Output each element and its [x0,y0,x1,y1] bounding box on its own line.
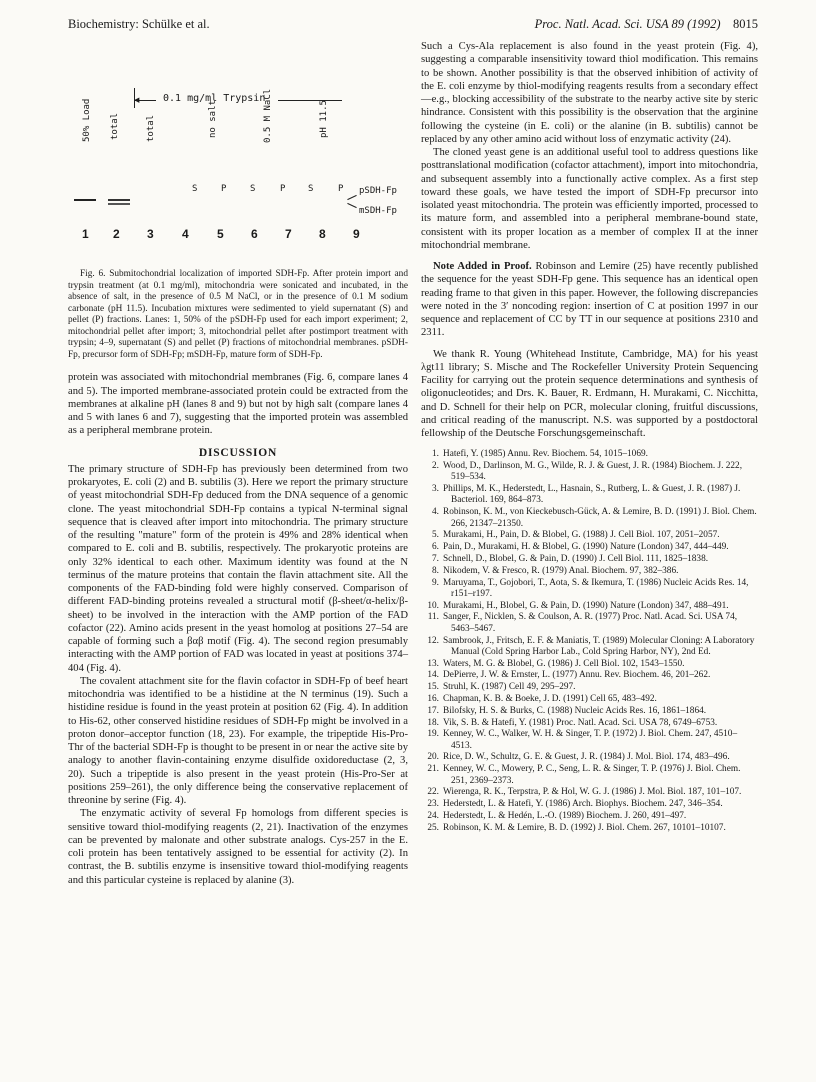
reference-text: Robinson, K. M. & Lemire, B. D. (1992) J. Biol. Chem. 267, 10101–10107. [443,822,726,833]
bracket-right-line [278,100,342,101]
reference-text: Schnell, D., Blobel, G. & Pain, D. (1990) J. Cell Biol. 111, 1825–1838. [443,553,709,564]
running-header-left: Biochemistry: Schülke et al. [68,17,210,31]
fraction-label-7: P [280,184,286,194]
reference-number: 2. [432,461,439,472]
fraction-label-6: S [250,184,256,194]
reference-item [421,554,758,565]
reference-number: 7. [432,553,439,564]
reference-text: Murakami, H., Pain, D. & Blobel, G. (1988) J. Cell Biol. 107, 2051–2057. [443,530,720,541]
acknowledgment: We thank R. Young (Whitehead Institute, Cambridge, MA) for his yeast λgt11 library; S. Mische and The Rockefeller University Protein Sequencing Facility for carrying out the protein sequence determinations and synthesis of oligonucleotides; and Drs. K. Bauer, R. Erdmann, H. Murakami, C. Nicchitta, and D. Schnell for their help on PCR, molecular cloning, fruitful discussions, and critical reading of the manuscript. N.S. was supported by a postdoctoral fellowship of the Deutsche Forschungsgemeinschaft. [421,348,758,439]
fraction-label-4: S [192,184,198,194]
reference-item [421,752,758,763]
reference-item [421,706,758,717]
reference-text: Wood, D., Darlinson, M. G., Wilde, R. J. & Guest, J. R. (1984) Biochem. J. 222, 519–534. [443,461,743,483]
fraction-label-5: P [221,184,227,194]
reference-item [421,461,758,484]
reference-number: 19. [427,729,439,740]
fraction-label-8: S [308,184,314,194]
reference-number: 15. [427,682,439,693]
reference-number: 25. [427,822,439,833]
trypsin-label: 0.1 mg/ml Trypsin [163,93,266,104]
reference-number: 6. [432,542,439,553]
reference-item [421,659,758,670]
band-pointer-mature [347,203,356,208]
figure-6-gel [68,80,413,280]
reference-number: 12. [427,635,439,646]
reference-number: 13. [427,658,439,669]
lane-header-load: 50% Load [82,98,92,142]
reference-text: Wierenga, R. K., Terpstra, P. & Hol, W. G. J. (1986) J. Mol. Biol. 187, 101–107. [443,787,742,798]
reference-item [421,718,758,729]
figure-caption [68,269,408,361]
reference-text: Struhl, K. (1987) Cell 49, 295–297. [443,682,576,693]
references-list [421,449,758,834]
reference-text: Chapman, K. B. & Boeke, J. D. (1991) Cell 65, 483–492. [443,693,657,704]
page-number: 8015 [733,17,758,31]
reference-item [421,601,758,612]
reference-text: DePierre, J. W. & Ernster, L. (1977) Annu. Rev. Biochem. 46, 201–262. [443,670,711,681]
lane-number-8: 8 [319,227,326,241]
reference-number: 24. [427,810,439,821]
lane-number-5: 5 [217,227,224,241]
lane-header-total-2: total [146,114,156,142]
reference-text: Hederstedt, L. & Hatefi, Y. (1986) Arch. Biophys. Biochem. 247, 346–354. [443,799,723,810]
reference-text: Hederstedt, L. & Hedén, L.-O. (1989) Biochem. J. 260, 491–497. [443,810,687,821]
reference-item [421,787,758,798]
lane-number-2: 2 [113,227,120,241]
reference-text: Kenney, W. C., Mowery, P. C., Seng, L. R. & Singer, T. P. (1976) J. Biol. Chem. 251, 2369–2373. [443,764,741,786]
reference-item [421,682,758,693]
reference-item [421,811,758,822]
reference-item [421,823,758,834]
lane-number-6: 6 [251,227,258,241]
reference-number: 5. [432,530,439,541]
reference-text: Bilofsky, H. S. & Burks, C. (1988) Nucleic Acids Res. 16, 1861–1864. [443,705,707,716]
reference-item [421,764,758,787]
note-label: Note Added in Proof. [433,261,532,272]
reference-number: 4. [432,507,439,518]
reference-number: 17. [427,705,439,716]
reference-number: 10. [427,600,439,611]
fraction-label-9: P [338,184,344,194]
reference-text: Maruyama, T., Gojobori, T., Aota, S. & Ikemura, T. (1986) Nucleic Acids Res. 14, r151–r197. [443,577,749,599]
discussion-paragraph-3: The enzymatic activity of several Fp homologs from different species is sensitive toward thiol-modifying reagents (2, 21). Inactivation of the enzymes can be prevented by malonate and other substrate analogs. Cys-257 in the E. coli protein has been tentatively assigned to be essential for activity (2). In contrast, the B. subtilis enzyme is insensitive toward thiol-modifying reagents and this particular cysteine is replaced by alanine (3). [68,808,408,886]
right-column [421,40,758,835]
reference-text: Murakami, H., Blobel, G. & Pain, D. (1990) Nature (London) 347, 488–491. [443,600,729,611]
band-lane-2-mature [108,203,130,205]
reference-number: 14. [427,670,439,681]
reference-item [421,530,758,541]
reference-item [421,729,758,752]
running-header-right [535,17,758,32]
reference-item [421,670,758,681]
lane-number-1: 1 [82,227,89,241]
lane-number-3: 3 [147,227,154,241]
band-lane-1 [74,199,96,201]
paragraph-continued: protein was associated with mitochondrial membranes (Fig. 6, compare lanes 4 and 5). The imported membrane-associated protein could be extracted from the membranes at alkaline pH (lanes 8 and 9) but not by high salt (compare lanes 4 and 5 with lanes 6 and 7), suggesting that the imported protein was assembled as a peripheral membrane protein. [68,372,408,437]
reference-item [421,542,758,553]
reference-text: Pain, D., Murakami, H. & Blobel, G. (1990) Nature (London) 347, 444–449. [443,542,729,553]
reference-number: 8. [432,565,439,576]
reference-text: Robinson, K. M., von Kieckebusch-Gück, A. & Lemire, B. D. (1991) J. Biol. Chem. 266, 21347–21350. [443,507,757,529]
reference-item [421,694,758,705]
reference-number: 20. [427,752,439,763]
bracket-arrow-left: ◀ [134,96,140,104]
lane-number-9: 9 [353,227,360,241]
reference-text: Vik, S. B. & Hatefi, Y. (1981) Proc. Natl. Acad. Sci. USA 78, 6749–6753. [443,717,718,728]
reference-text: Nikodem, V. & Fresco, R. (1979) Anal. Biochem. 97, 382–386. [443,565,679,576]
caption-label: Fig. 6. [80,269,106,279]
band-label-mature: mSDH-Fp [359,206,397,216]
reference-number: 21. [427,764,439,775]
reference-number: 16. [427,693,439,704]
reference-item [421,799,758,810]
reference-number: 23. [427,799,439,810]
reference-item [421,484,758,507]
reference-number: 3. [432,484,439,495]
reference-number: 18. [427,717,439,728]
discussion-paragraph-1: The primary structure of SDH-Fp has previously been determined from two prokaryotes, E. coli (2) and B. subtilis (3). Here we report the primary structure of yeast mitochondrial SDH-Fp deduced from the DNA sequence of a genomic clone. The yeast mitochondrial SDH-Fp contains a typical N-terminal signal sequence that is cleaved after import into mitochondria. The primary structure of the resulting "mature" form of the protein is 49% and 28% identical when compared to E. coli and B. subtilis, respectively. The prokaryotic proteins are only 32% identical to each other. Maximum identity was found at the N terminus of the mature proteins that contain the flavin attachment site. All the components of the FAD-binding fold were highly conserved. Comparison of different FAD-binding proteins revealed a structural motif (β-sheet/α-helix/β-sheet) to be involved in the interaction with the AMP portion of the FAD cofactor (22). Amino acids present in the yeast homolog at positions 27–54 are capable of forming such a βαβ motif (Fig. 4). The second region presumably interacting with the AMP portion of FAD was located in yeast at positions 374–404 (Fig. 4). [68,463,408,674]
right-paragraph-1: Such a Cys-Ala replacement is also found in the yeast protein (Fig. 4), suggesting a comparable insensitivity toward thiol modification. This remains to be shown. Another possibility is that the observed inhibition of activity of the E. coli enzyme by thiol-modifying reagents results from a secondary effect—e.g., blocking accessibility of the substrate to the nearby active site by steric hindrance. Consistent with this possibility is the observation that the arginine following the cysteine (in E. coli) or the alanine (in B. subtilis) cannot be replaced by any other amino acid without loss of enzymatic activity (24). [421,41,758,145]
reference-text: Rice, D. W., Schultz, G. E. & Guest, J. R. (1984) J. Mol. Biol. 174, 483–496. [443,752,730,763]
lane-header-total-1: total [110,112,120,140]
lane-header-nacl: 0.5 M NaCl [263,88,273,143]
reference-item [421,566,758,577]
reference-item [421,578,758,601]
reference-item [421,449,758,460]
note-text: Robinson and Lemire (25) have recently published the sequence for the yeast SDH-Fp gene. This sequence has an identical open reading frame to that given in this paper. However, the following discrepancies were noted in the 3′ noncoding region: insertion of C at position 1997 in our sequence and replacement of CC by TT in our sequence at positions 2310 and 2311. [421,261,758,339]
reference-text: Kenney, W. C., Walker, W. H. & Singer, T. P. (1972) J. Biol. Chem. 247, 4510–4513. [443,729,738,751]
reference-text: Hatefi, Y. (1985) Annu. Rev. Biochem. 54, 1015–1069. [443,449,648,460]
discussion-paragraph-2: The covalent attachment site for the flavin cofactor in SDH-Fp of beef heart mitochondria was identified to be a histidine at the N terminus (19). Such a histidine residue is found in the yeast protein at position 62 (Fig. 4). In addition to His-62, other conserved histidine residues of SDH-Fp might be involved in a proton donor–acceptor function (18, 23). For example, the tripeptide His-Pro-Thr of the bacterial SDH-Fp is thought to be present in or near the active site by analogy to another flavin-containing enzyme disulfide oxidoreductase (2, 3, 20). Such a tripeptide is also present in the yeast protein (His-Pro-Ser at positions 259–261), the only difference being the conservative replacement of threonine by serine (Fig. 4). [68,675,408,807]
reference-number: 22. [427,787,439,798]
band-label-precursor: pSDH-Fp [359,186,397,196]
reference-number: 11. [427,612,439,623]
reference-text: Waters, M. G. & Blobel, G. (1986) J. Cell Biol. 102, 1543–1550. [443,658,685,669]
reference-text: Sambrook, J., Fritsch, E. F. & Maniatis, T. (1989) Molecular Cloning: A Laboratory Manual (Cold Spring Harbor Lab., Cold Spring Harbor, NY), 2nd Ed. [443,635,755,657]
reference-item [421,612,758,635]
lane-number-7: 7 [285,227,292,241]
reference-item [421,636,758,659]
lane-number-4: 4 [182,227,189,241]
band-lane-2-precursor [108,199,130,201]
reference-item [421,507,758,530]
left-column [68,269,408,887]
right-paragraph-2: The cloned yeast gene is an additional useful tool to address questions like posttranslational modification (cofactor attachment), import into mitochondria, and subsequent assembly into a functionally active complex. As a first step toward these goals, we have tested the import of SDH-Fp precursor into isolated yeast mitochondria. The protein was efficiently imported, processed to its mature form, and assembled into a peripheral membrane-bound state, consistent with its proper location as a member of complex II at the inner mitochondrial membrane. [421,147,758,251]
band-pointer-precursor [347,195,356,200]
reference-number: 9. [432,577,439,588]
lane-header-no-salt: no salt [208,100,218,138]
note-added-in-proof [421,260,758,340]
lane-header-ph: pH 11.5 [319,100,329,138]
reference-number: 1. [432,449,439,460]
reference-text: Sanger, F., Nicklen, S. & Coulson, A. R. (1977) Proc. Natl. Acad. Sci. USA 74, 5463–5467. [443,612,738,634]
caption-text: Submitochondrial localization of imported SDH-Fp. After protein import and trypsin treatment (at 0.1 mg/ml), mitochondria were sonicated and incubated, in the absence of salt, in the presence of 0.5 M NaCl, or in the presence of 0.1 M sodium carbonate (pH 11.5). Incubation mixtures were sedimented to yield supernatant (S) and pellet (P) fractions. Lanes: 1, 50% of the pSDH-Fp used for each import experiment; 2, mitochondrial pellet after import; 3, mitochondrial pellet after postimport treatment with trypsin; 4–9, supernatant (S) and pellet (P) fractions of mitochondrial membranes. pSDH-Fp, precursor form of SDH-Fp; mSDH-Fp, mature form of SDH-Fp. [68,269,408,360]
section-heading-discussion: DISCUSSION [198,446,278,459]
reference-text: Phillips, M. K., Hederstedt, L., Hasnain, S., Rutberg, L. & Guest, J. R. (1987) J. Bacteriol. 169, 864–873. [443,484,741,506]
journal-citation: Proc. Natl. Acad. Sci. USA 89 (1992) [534,17,721,31]
